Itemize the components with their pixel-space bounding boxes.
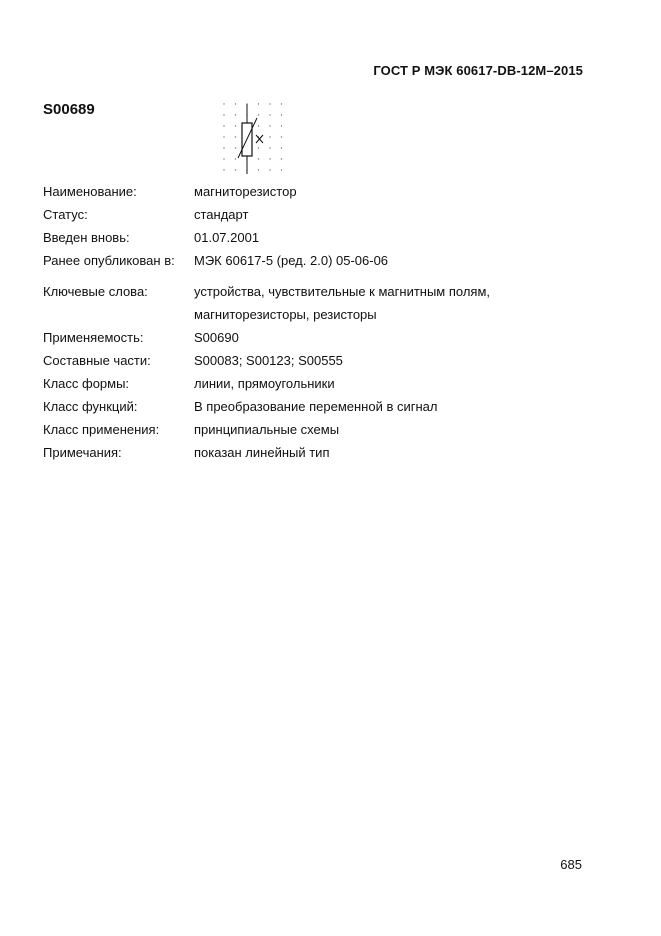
- grid-dot: [223, 136, 224, 137]
- grid-dot: [281, 114, 282, 115]
- field-name-row: [43, 180, 603, 203]
- field-previously-published-row: [43, 249, 603, 272]
- grid-dot: [258, 103, 259, 104]
- field-value: стандарт: [194, 207, 249, 222]
- grid-dot: [269, 136, 270, 137]
- field-label: Класс применения:: [43, 422, 160, 437]
- field-value: 01.07.2001: [194, 230, 260, 245]
- grid-dot: [223, 147, 224, 148]
- field-notes-row: [43, 441, 603, 464]
- grid-dot: [281, 147, 282, 148]
- field-value: показан линейный тип: [194, 445, 330, 460]
- grid-dots: [223, 103, 282, 170]
- magnetoresistor-symbol-icon: [220, 100, 290, 178]
- grid-dot: [235, 103, 236, 104]
- field-value: S00690: [194, 330, 239, 345]
- grid-dot: [269, 147, 270, 148]
- grid-dot: [235, 169, 236, 170]
- grid-dot: [223, 114, 224, 115]
- field-components-row: [43, 349, 603, 372]
- grid-dot: [223, 169, 224, 170]
- grid-dot: [281, 158, 282, 159]
- attributes-table: [43, 180, 603, 464]
- grid-dot: [223, 158, 224, 159]
- grid-dot: [258, 125, 259, 126]
- grid-dot: [235, 125, 236, 126]
- grid-dot: [269, 158, 270, 159]
- field-function-class-row: [43, 395, 603, 418]
- grid-dot: [258, 147, 259, 148]
- field-label: Введен вновь:: [43, 230, 130, 245]
- field-status-row: [43, 203, 603, 226]
- document-header: ГОСТ Р МЭК 60617-DB-12M–2015: [373, 63, 583, 78]
- grid-dot: [281, 125, 282, 126]
- field-value: S00083; S00123; S00555: [194, 353, 343, 368]
- grid-dot: [235, 136, 236, 137]
- magnetoresistor-symbol-drawing: [220, 100, 290, 178]
- field-value: устройства, чувствительные к магнитным полям,: [194, 284, 491, 299]
- field-label: Статус:: [43, 207, 88, 222]
- field-label: Класс формы:: [43, 376, 130, 391]
- grid-dot: [235, 114, 236, 115]
- field-value-continuation: магниторезисторы, резисторы: [194, 307, 377, 322]
- field-value: МЭК 60617-5 (ред. 2.0) 05-06-06: [194, 253, 389, 268]
- field-label: Наименование:: [43, 184, 137, 199]
- field-applicability-row: [43, 326, 603, 349]
- grid-dot: [269, 114, 270, 115]
- field-value: принципиальные схемы: [194, 422, 340, 437]
- field-shape-class-row: [43, 372, 603, 395]
- grid-dot: [281, 169, 282, 170]
- field-value: линии, прямоугольники: [194, 376, 335, 391]
- field-value: магниторезистор: [194, 184, 297, 199]
- page-number: 685: [560, 857, 582, 872]
- field-label: Примечания:: [43, 445, 122, 460]
- grid-dot: [269, 125, 270, 126]
- grid-dot: [258, 114, 259, 115]
- field-label: Составные части:: [43, 353, 151, 368]
- grid-dot: [258, 158, 259, 159]
- grid-dot: [258, 169, 259, 170]
- grid-dot: [281, 136, 282, 137]
- field-label: Применяемость:: [43, 330, 144, 345]
- grid-dot: [235, 158, 236, 159]
- grid-dot: [269, 169, 270, 170]
- grid-dot: [235, 147, 236, 148]
- grid-dot: [223, 125, 224, 126]
- grid-dot: [281, 103, 282, 104]
- grid-dot: [223, 103, 224, 104]
- field-label: Класс функций:: [43, 399, 138, 414]
- field-value: В преобразование переменной в сигнал: [194, 399, 438, 414]
- field-label: Ключевые слова:: [43, 284, 148, 299]
- grid-dot: [269, 103, 270, 104]
- symbol-code: S00689: [43, 101, 95, 118]
- field-application-class-row: [43, 418, 603, 441]
- field-introduced-row: [43, 226, 603, 249]
- field-keywords-row: [43, 280, 603, 326]
- field-label: Ранее опубликован в:: [43, 253, 175, 268]
